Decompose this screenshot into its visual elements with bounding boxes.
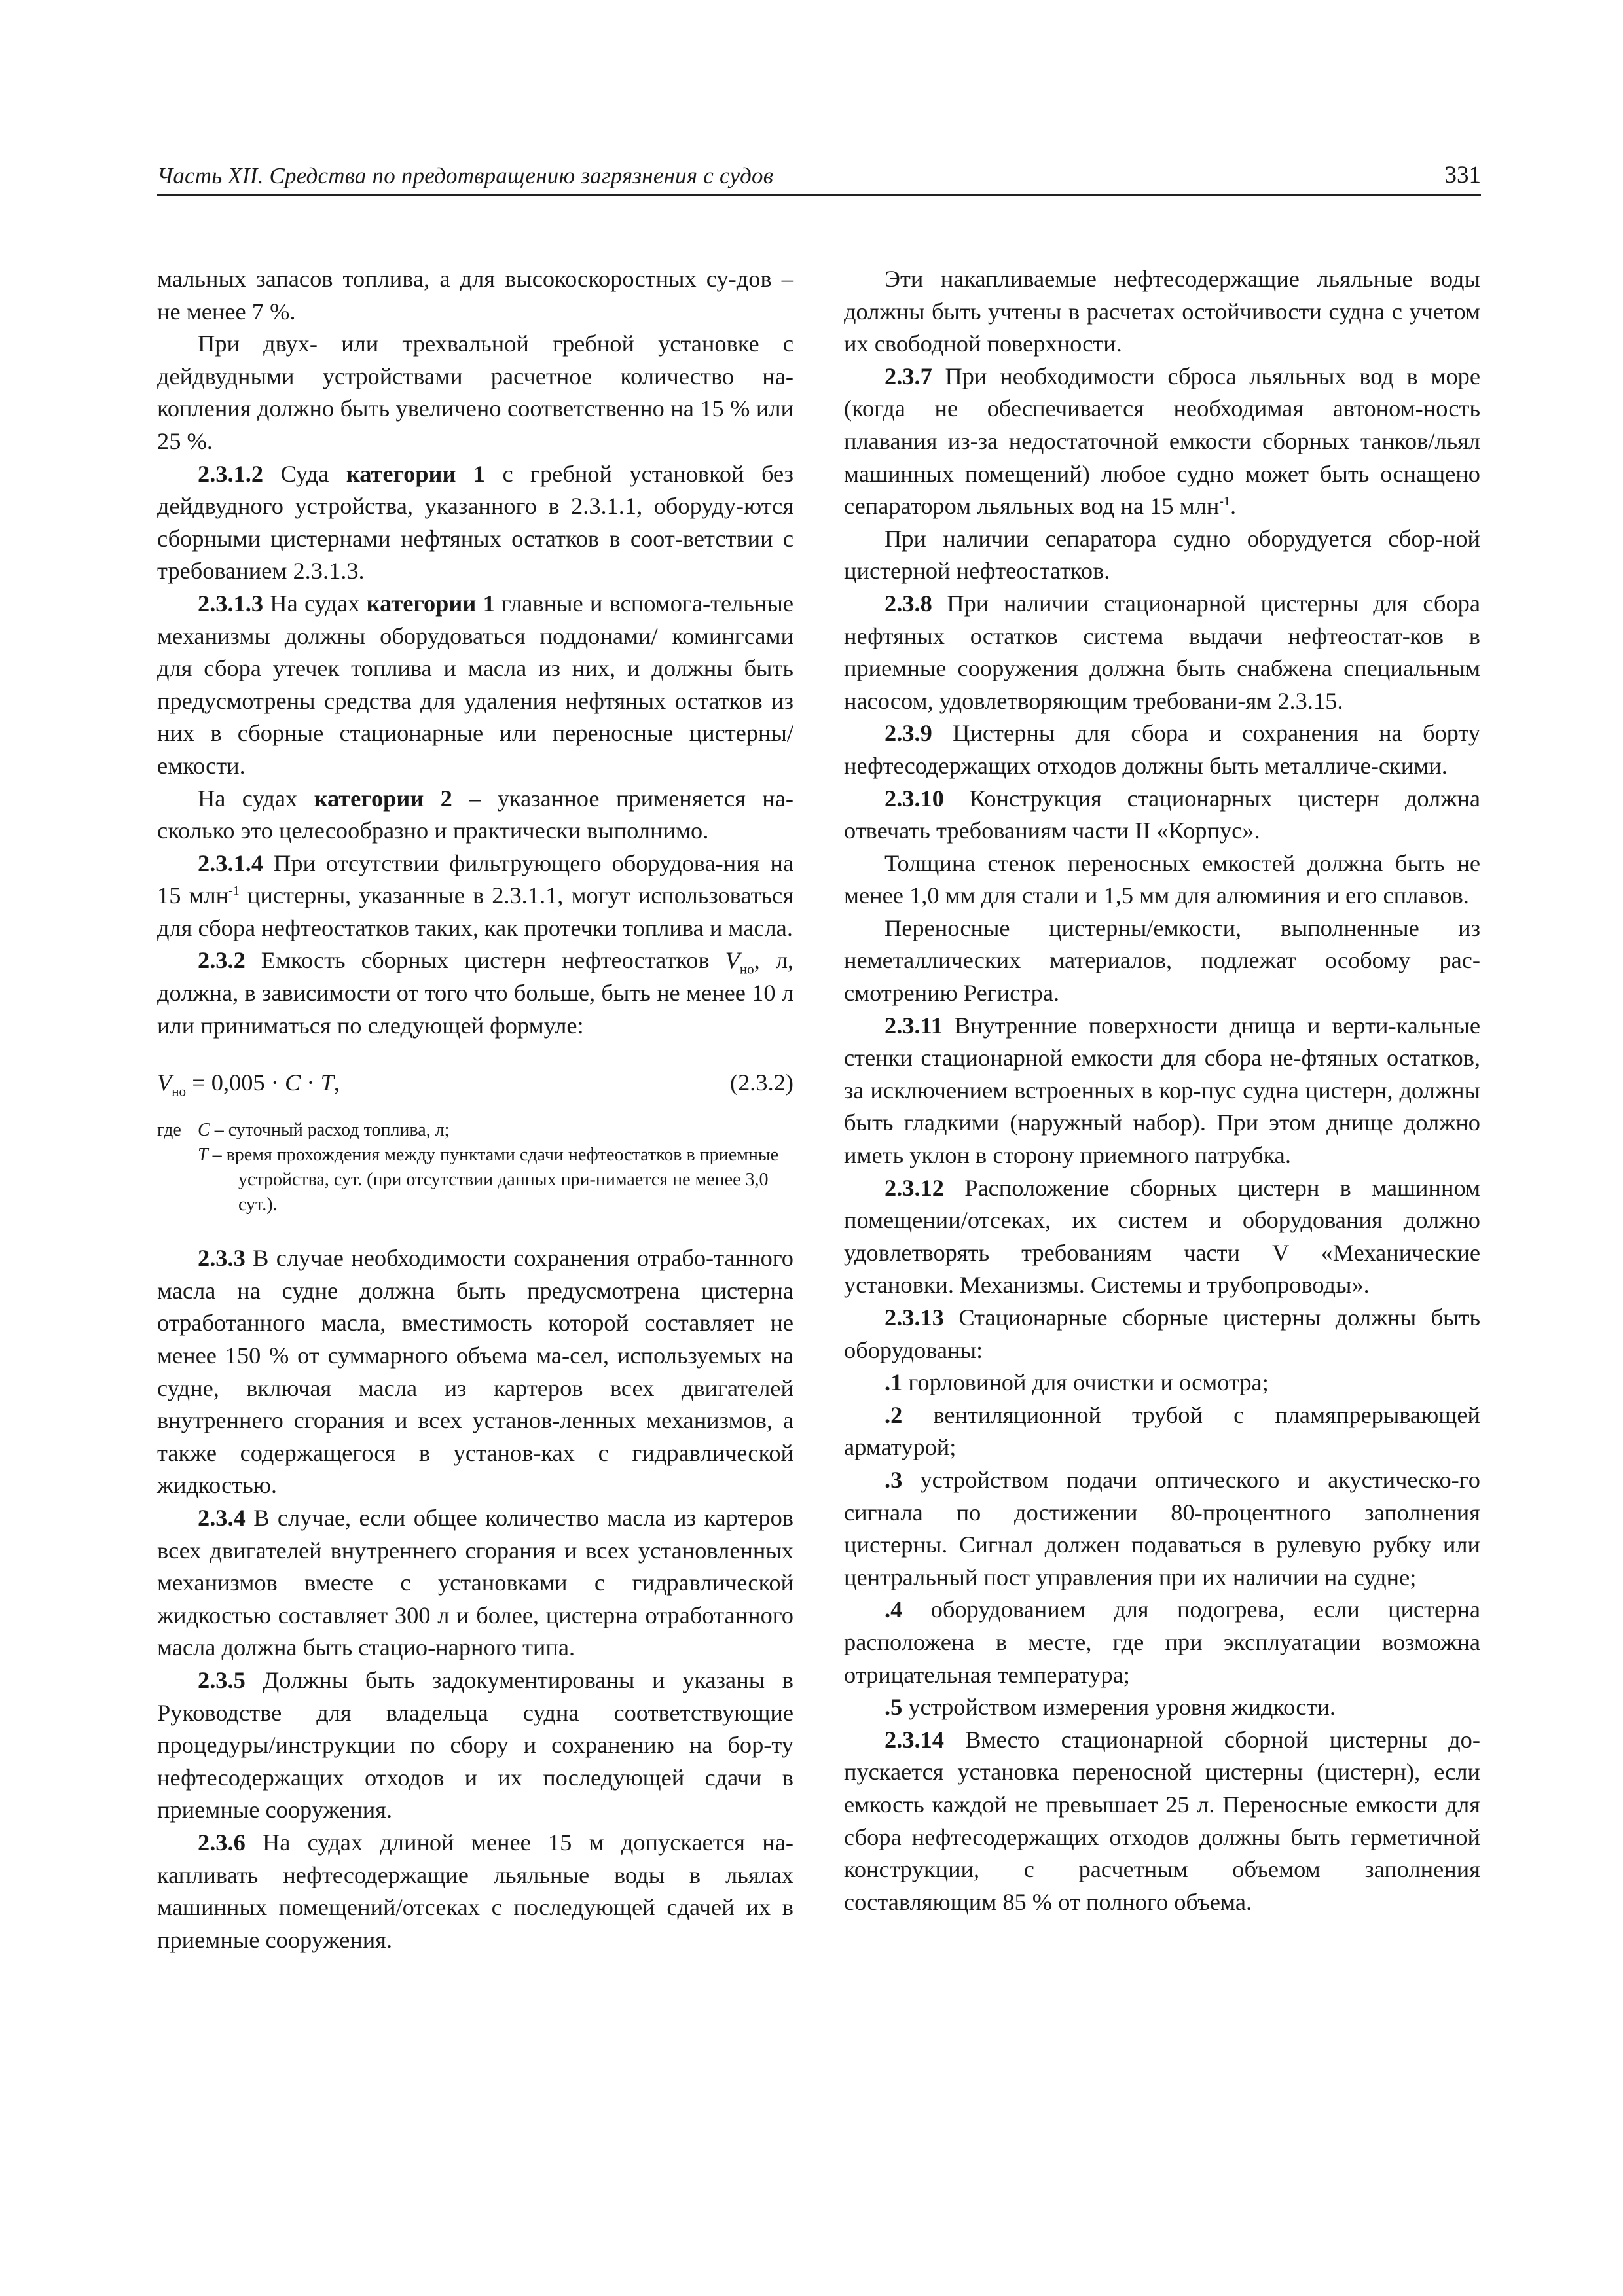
clause-number: 2.3.10 (884, 785, 944, 812)
variable: V (725, 947, 740, 974)
variable: V (157, 1069, 172, 1096)
list-item (844, 1594, 1480, 1691)
clause-number: 2.3.1.3 (198, 590, 264, 617)
paragraph: мальных запасов топлива, а для высокоскоростных су-дов – не менее 7 %. (157, 266, 793, 325)
paragraph: Толщина стенок переносных емкостей должна быть не менее 1,0 мм для стали и 1,5 мм для алюминия и его сплавов. (844, 850, 1480, 909)
text: – время прохождения между пунктами сдачи нефтеостатков в приемные устройства, сут. (при отсутствии данных при-нимается не менее 3,0 сут.). (208, 1145, 779, 1215)
paragraph-2-3-12 (844, 1172, 1480, 1302)
clause-number: 2.3.14 (884, 1726, 944, 1753)
running-header (157, 154, 1481, 196)
text: Вместо стационарной сборной цистерны до-пускается установка переносной цистерны (цистерн), если емкость каждой не превышает 25 л. Переносные емкости для сбора нефтесодержащих отходов должны быть герметичной конструкции, с расчетным объемом заполнения составляющим 85 % от полного объема. (844, 1726, 1480, 1915)
paragraph-2-3-3 (157, 1242, 793, 1502)
paragraph-2-3-6 (157, 1827, 793, 1956)
list-number: .1 (884, 1369, 903, 1396)
text: с гребной установкой без дейдвудного устройства, указанного в 2.3.1.1, оборуду-ются сборными цистернами нефтяных остатков в соот-ветствии с требованием 2.3.1.3. (157, 460, 793, 584)
text: цистерны, указанные в 2.3.1.1, могут использоваться для сбора нефтеостатков таких, как протечки топлива и масла. (157, 882, 793, 941)
page-number: 331 (1444, 162, 1481, 188)
list-item (844, 1367, 1480, 1399)
paragraph-2-3-8 (844, 588, 1480, 717)
text: Внутренние поверхности днища и верти-кальные стенки стационарной емкости для сбора не-фтяных остатков, за исключением встроенных в кор-пус судна цистерн, должны быть гладкими (наружный набор). При этом днище должно иметь уклон в сторону приемного патрубка. (844, 1012, 1480, 1169)
text: Стационарные сборные цистерны должны быть оборудованы: (844, 1304, 1480, 1363)
paragraph: При двух- или трехвальной гребной установке с дейдвудными устройствами расчетное количество на-копления должно быть увеличено соответственно на 15 % или 25 %. (157, 331, 793, 454)
bold-term: категории 2 (314, 785, 452, 812)
text: вентиляционной трубой с пламяпрерывающей арматурой; (844, 1401, 1480, 1461)
clause-number: 2.3.6 (198, 1829, 246, 1856)
clause-number: 2.3.1.2 (198, 460, 264, 487)
text: . (1230, 493, 1237, 520)
clause-number: 2.3.7 (884, 363, 932, 389)
list-number: .3 (884, 1466, 903, 1493)
text: Суда (263, 460, 346, 487)
paragraph-2-3-7 (844, 361, 1480, 523)
text: , (333, 1069, 340, 1096)
text: , л, должна, в зависимости от того что больше, быть не менее 10 л или приниматься по следующей формуле: (157, 947, 793, 1039)
clause-number: 2.3.9 (884, 720, 932, 747)
bold-term: категории 1 (346, 460, 486, 487)
text: При наличии стационарной цистерны для сбора нефтяных остатков система выдачи нефтеостат-ков в приемные сооружения должна быть снабжена специальным насосом, удовлетворяющим требовани-ям 2.3.15. (844, 590, 1480, 714)
paragraph-2-3-10 (844, 783, 1480, 848)
text: = 0,005 · (186, 1069, 285, 1096)
text: устройством измерения уровня жидкости. (902, 1694, 1336, 1721)
paragraph-2-3-1-2 (157, 458, 793, 588)
text: На судах (198, 785, 314, 812)
equation-number: (2.3.2) (729, 1069, 793, 1096)
text: Должны быть задокументированы и указаны в Руководстве для владельца судна соответствующие процедуры/инструкции по сбору и сохранению на бор-ту нефтесодержащих отходов и их последующей сдачи в приемные сооружения. (157, 1666, 793, 1823)
legend-row (157, 1118, 793, 1143)
formula-expression (157, 1067, 340, 1100)
text: В случае, если общее количество масла из картеров всех двигателей внутреннего сгорания и всех установленных механизмов вместе с установками с гидравлической жидкостью составляет 300 л и более, цистерна отработанного масла должна быть стацио-нарного типа. (157, 1505, 793, 1661)
clause-number: 2.3.12 (884, 1174, 944, 1201)
legend-definition (198, 1143, 793, 1217)
paragraph-2-3-1-3 (157, 588, 793, 783)
text: На судах длиной менее 15 м допускается на-капливать нефтесодержащие льяльные воды в льялах машинных помещений/отсеках с последующей сдачей их в приемные сооружения. (157, 1829, 793, 1953)
text: Конструкция стационарных цистерн должна отвечать требованиям части II «Корпус». (844, 785, 1480, 844)
variable: C (198, 1120, 210, 1141)
left-column (157, 263, 793, 1956)
subscript: но (739, 961, 754, 977)
superscript: -1 (228, 884, 240, 899)
paragraph-2-3-1-4 (157, 848, 793, 945)
paragraph (157, 783, 793, 848)
legend-indent (157, 1143, 198, 1217)
clause-number: 2.3.11 (884, 1012, 943, 1039)
clause-number: 2.3.13 (884, 1304, 944, 1331)
clause-number: 2.3.1.4 (198, 850, 264, 876)
formula-2-3-2 (157, 1067, 793, 1102)
text: · (301, 1069, 321, 1096)
text: На судах (263, 590, 367, 617)
header-title: Часть XII. Средства по предотвращению загрязнения с судов (157, 163, 774, 188)
text: Цистерны для сбора и сохранения на борту нефтесодержащих отходов должны быть металличе-скими. (844, 720, 1480, 779)
formula-legend (157, 1118, 793, 1217)
spacer (157, 1217, 793, 1242)
list-item (844, 1464, 1480, 1594)
list-number: .4 (884, 1596, 903, 1623)
clause-number: 2.3.4 (198, 1505, 246, 1531)
hanging-text (198, 1143, 793, 1217)
text: Емкость сборных цистерн нефтеостатков (245, 947, 725, 974)
list-number: .5 (884, 1694, 903, 1721)
paragraph: Эти накапливаемые нефтесодержащие льяльные воды должны быть учтены в расчетах остойчивости судна с учетом их свободной поверхности. (844, 266, 1480, 357)
legend-row (157, 1143, 793, 1217)
paragraph-2-3-11 (844, 1010, 1480, 1172)
text: При необходимости сброса льяльных вод в море (когда не обеспечивается необходимая автоном-ность плавания из-за недостаточной емкости сборных танков/льял машинных помещений) любое судно может быть оснащено сепаратором льяльных вод на 15 млн (844, 363, 1480, 520)
text: устройством подачи оптического и акустическо-го сигнала по достижении 80-процентного заполнения цистерны. Сигнал должен подаваться в рулевую рубку или центральный пост управления при их наличии на судне; (844, 1466, 1480, 1590)
paragraph: Переносные цистерны/емкости, выполненные из неметаллических материалов, подлежат особому рас-смотрению Регистра. (844, 914, 1480, 1007)
list-item (844, 1399, 1480, 1464)
paragraph-2-3-9 (844, 717, 1480, 782)
clause-number: 2.3.5 (198, 1666, 246, 1693)
text: оборудованием для подогрева, если цистерна расположена в месте, где при эксплуатации возможна отрицательная температура; (844, 1596, 1480, 1688)
paragraph-2-3-5 (157, 1664, 793, 1827)
paragraph: При наличии сепаратора судно оборудуется сбор-ной цистерной нефтеостатков. (844, 525, 1480, 584)
superscript: -1 (1219, 494, 1230, 509)
right-column (844, 263, 1480, 1918)
variable: T (198, 1145, 208, 1166)
text: – указанное применяется на-сколько это целесообразно и практически выполнимо. (157, 785, 793, 844)
clause-number: 2.3.3 (198, 1245, 246, 1272)
paragraph-2-3-14 (844, 1724, 1480, 1919)
text: горловиной для очистки и осмотра; (902, 1369, 1269, 1396)
paragraph-2-3-4 (157, 1502, 793, 1664)
variable: T (320, 1069, 334, 1096)
list-number: .2 (884, 1401, 903, 1428)
clause-number: 2.3.2 (198, 947, 246, 974)
variable: C (285, 1069, 301, 1096)
text: главные и вспомога-тельные механизмы должны оборудоваться поддонами/ комингсами для сбора утечек топлива и масла из них, и должны быть предусмотрены средства для удаления нефтяных остатков из них в сборные стационарные или переносные цистерны/емкости. (157, 590, 794, 779)
subscript: но (172, 1083, 187, 1100)
legend-label: где (157, 1120, 181, 1141)
paragraph-2-3-2 (157, 944, 793, 1042)
text: Расположение сборных цистерн в машинном помещении/отсеках, их систем и оборудования должно удовлетворять требованиям части V «Механические установки. Механизмы. Системы и трубопроводы». (844, 1174, 1480, 1299)
paragraph-2-3-13 (844, 1302, 1480, 1367)
clause-number: 2.3.8 (884, 590, 932, 617)
text: В случае необходимости сохранения отрабо-танного масла на судне должна быть предусмотрена цистерна отработанного масла, вместимость которой составляет не менее 150 % от суммарного объема ма-сел, используемых на судне, включая масла из картеров всех двигателей внутреннего сгорания и всех установ-ленных механизмов, а также содержащегося в установ-ках с гидравлической жидкостью. (157, 1245, 793, 1499)
legend-definition (198, 1118, 793, 1143)
bold-term: категории 1 (366, 590, 495, 617)
text: При отсутствии фильтрующего оборудова-ния на 15 млн (157, 850, 793, 909)
list-item (844, 1691, 1480, 1724)
text: – суточный расход топлива, л; (210, 1120, 450, 1141)
